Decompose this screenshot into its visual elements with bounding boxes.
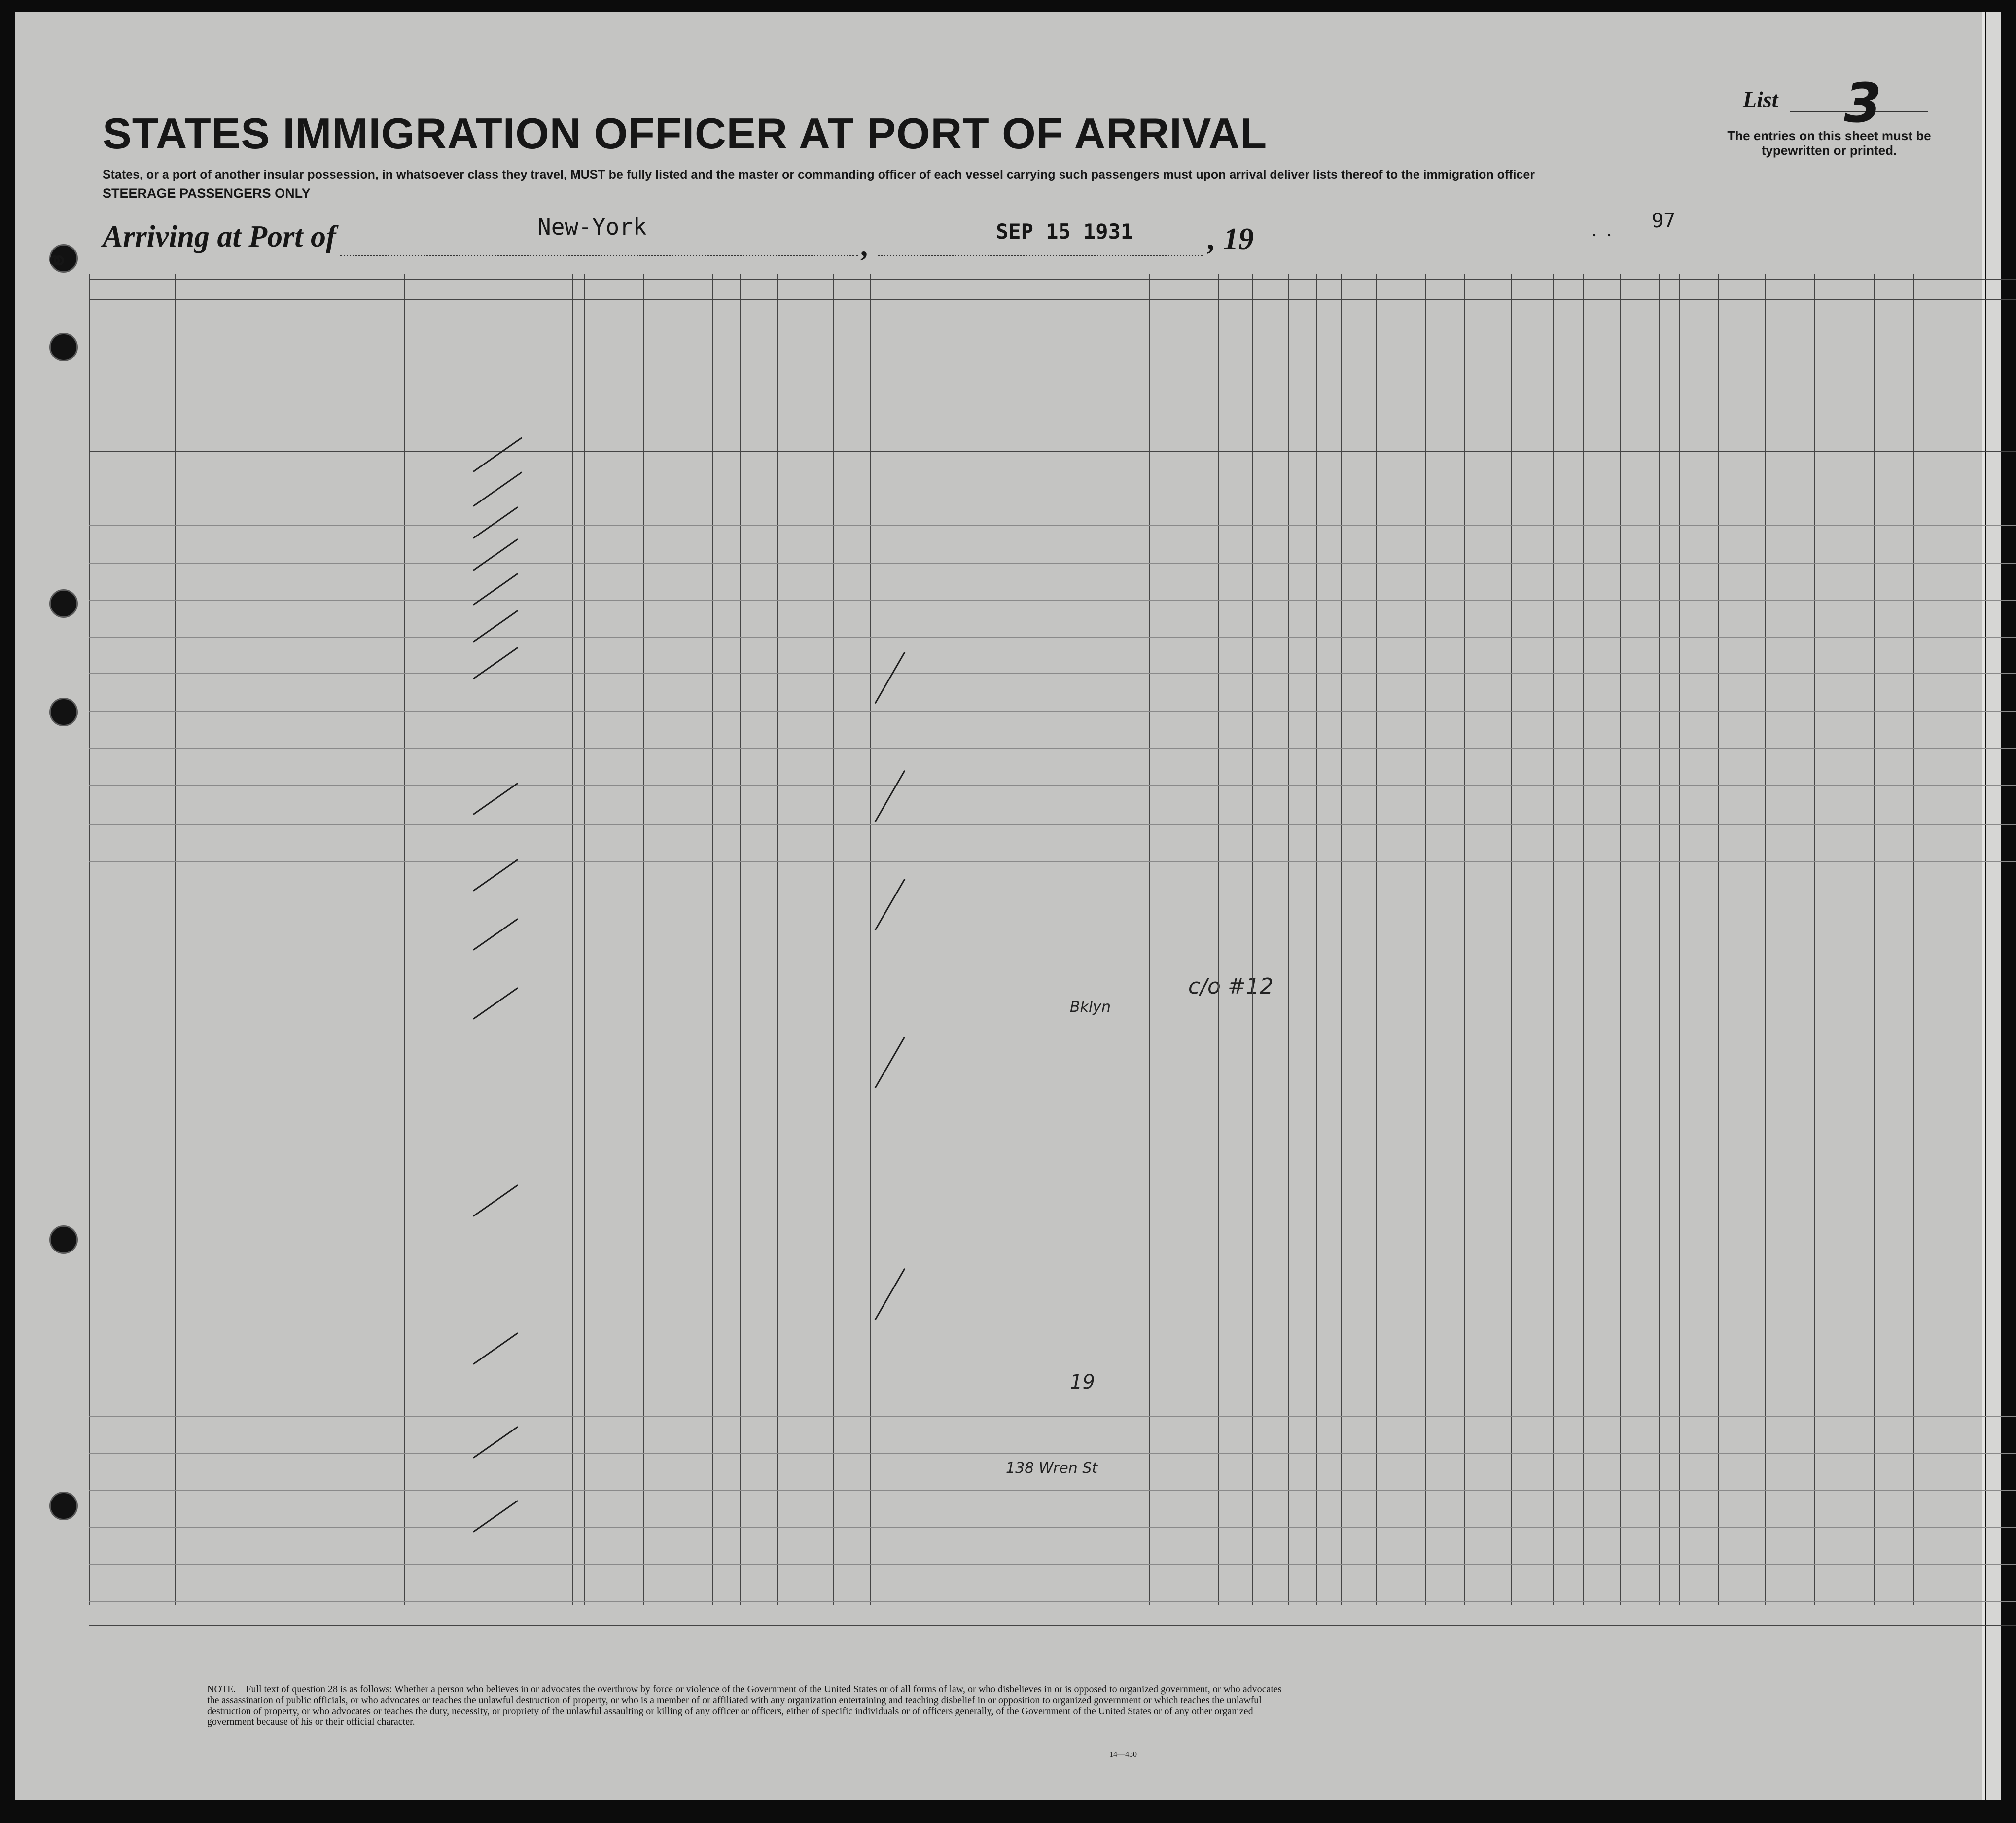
check-stroke xyxy=(473,783,518,815)
row-rule xyxy=(89,1453,2016,1454)
column-rule xyxy=(643,274,644,1605)
check-stroke xyxy=(473,859,518,892)
form-code: 14—430 xyxy=(1109,1751,1137,1759)
column-rule xyxy=(572,274,573,1605)
column-header xyxy=(1430,308,1443,446)
binder-hole xyxy=(49,698,78,726)
column-header xyxy=(1351,308,1364,446)
handwritten-note: Bklyn xyxy=(1070,999,1111,1016)
row-rule xyxy=(89,861,2016,862)
row-rule xyxy=(89,711,2016,712)
ring-icon: ⚭ xyxy=(44,245,70,278)
binder-hole xyxy=(49,333,78,361)
intro-line: States, or a port of another insular possession, in whatsoever class they travel, MUST be fully listed and the master or commanding officer of each vessel carrying such passengers must upon arrival deliver lists thereof to the immigration officer xyxy=(103,168,1535,181)
row-rule xyxy=(89,785,2016,786)
column-rule xyxy=(1425,274,1426,1605)
check-stroke xyxy=(875,770,906,822)
list-label: List xyxy=(1743,87,1778,112)
footnote: NOTE.—Full text of question 28 is as follows: Whether a person who believes in or advocates the overthrow by force or violence of the Government of the United States or of all forms of law, or who disbelieves in or is opposed to organized government, or who advocates the assassination of public officials, or who advocates or teaches the unlawful destruction of property, or who is a member of or affiliated with any organization entertaining and teaching disbelief in or opposition to organized government or which teaches the unlawful destruction of property, or who advocates or teaches the duty, necessity, or propriety of the unlawful assaulting or killing of any officer or officers, either of specific individuals or of officers generally, of the Government of the United States or of any other organized government because of his or their official character. xyxy=(207,1684,1282,1727)
column-rule xyxy=(1718,274,1719,1605)
column-rule xyxy=(89,274,90,1605)
arriving-label: Arriving at Port of xyxy=(103,220,336,253)
binder-hole xyxy=(49,1225,78,1254)
column-rule xyxy=(1288,274,1289,1605)
check-stroke xyxy=(473,538,518,571)
column-rule xyxy=(1659,274,1660,1605)
column-header xyxy=(1321,308,1334,446)
column-header xyxy=(715,301,728,446)
row-rule xyxy=(89,748,2016,749)
row-rule xyxy=(89,637,2016,638)
handwritten-note: c/o #12 xyxy=(1188,974,1273,999)
column-header xyxy=(1228,318,1240,446)
row-rule xyxy=(89,525,2016,526)
column-rule xyxy=(404,274,405,1605)
column-header xyxy=(1390,308,1403,446)
row-rule xyxy=(89,600,2016,601)
page-title: STATES IMMIGRATION OFFICER AT PORT OF ARRIVAL xyxy=(103,109,1268,158)
row-rule xyxy=(89,673,2016,674)
column-header xyxy=(1294,308,1307,446)
header-rule xyxy=(89,279,2016,280)
column-rule xyxy=(1464,274,1465,1605)
check-stroke xyxy=(473,918,518,951)
column-rule xyxy=(1316,274,1317,1605)
page-ref: 97 xyxy=(1652,210,1676,232)
column-header xyxy=(1262,308,1275,446)
column-rule xyxy=(1252,274,1253,1605)
date-underline xyxy=(878,255,1203,256)
column-rule xyxy=(1765,274,1766,1605)
column-header xyxy=(1151,318,1164,446)
column-rule xyxy=(584,274,585,1605)
class-line: STEERAGE PASSENGERS ONLY xyxy=(103,186,311,201)
column-header xyxy=(574,301,587,446)
header-rule xyxy=(89,451,2016,452)
port-underline xyxy=(340,255,858,256)
column-rule xyxy=(1620,274,1621,1605)
binder-hole xyxy=(49,589,78,618)
header-rule xyxy=(89,299,2016,300)
column-rule xyxy=(175,274,176,1605)
check-stroke xyxy=(473,471,522,506)
column-rule xyxy=(1814,274,1815,1605)
check-stroke xyxy=(875,1268,906,1320)
check-stroke xyxy=(473,987,518,1020)
year-prefix: , 19 xyxy=(1208,222,1254,256)
check-stroke xyxy=(473,437,522,472)
check-stroke xyxy=(473,1332,518,1365)
row-rule xyxy=(89,1490,2016,1491)
port-name: New-York xyxy=(537,214,647,240)
column-rule xyxy=(1511,274,1512,1605)
row-rule xyxy=(89,1416,2016,1417)
check-stroke xyxy=(473,506,518,539)
column-rule xyxy=(1913,274,1914,1605)
column-rule xyxy=(1218,274,1219,1605)
column-rule xyxy=(712,274,713,1605)
column-rule xyxy=(1553,274,1554,1605)
row-rule xyxy=(89,1564,2016,1565)
column-rule xyxy=(870,274,871,1605)
check-stroke xyxy=(875,879,906,930)
row-rule xyxy=(89,563,2016,564)
column-rule xyxy=(833,274,834,1605)
date-stamp: SEP 15 1931 xyxy=(996,219,1133,244)
handwritten-note: 138 Wren St xyxy=(1006,1460,1098,1477)
column-rule xyxy=(1341,274,1342,1605)
column-rule xyxy=(1583,274,1584,1605)
check-stroke xyxy=(473,1184,518,1217)
list-number: 3 xyxy=(1844,71,1882,135)
table-bottom-rule xyxy=(89,1625,2016,1626)
column-rule xyxy=(1874,274,1875,1605)
handwritten-note: 19 xyxy=(1070,1371,1095,1394)
column-rule xyxy=(1376,274,1377,1605)
binder-hole xyxy=(49,1492,78,1520)
column-rule xyxy=(1149,274,1150,1605)
column-rule xyxy=(1679,274,1680,1605)
list-note: The entries on this sheet must be typewritten or printed. xyxy=(1727,128,1931,158)
column-header xyxy=(1188,318,1201,446)
manifest-sheet: STATES IMMIGRATION OFFICER AT PORT OF ARRIVAL States, or a port of another insular possession, in whatsoever class they travel, MUST be fully listed and the master or commanding officer of each vessel carrying such passengers must upon arrival deliver lists thereof to the immigration officer STEERAGE PASSENGERS ONLY Arriving at Port of New-York , SEP 15 1931 , 19 97 . . List 3 The entries on this sheet must be typewritten or printed. ⚭ NOTE.—Full text of question 28 is as follows: Whether a person who believes in or advocates the overthrow by force or violence of the Government of the United States or of all forms of law, or who disbelieves in or is opposed to organized government, or who advocates the assassination of public officials, or who advocates or teaches the unlawful destruction of property, or who is a member of or affiliated with any organization entertaining and teaching disbelief in or opposition to organized government or which teaches the unlawful destruction of property, or who advocates or teaches the duty, necessity, or propriety of the unlawful assaulting or killing of any officer or officers, either of specific individuals or of officers generally, of the Government of the United States or of any other organized government because of his or their official character. 14—430 c/o #12 Bklyn 19 138 Wren St xyxy=(15,12,1985,1800)
row-rule xyxy=(89,824,2016,825)
check-stroke xyxy=(473,647,518,679)
row-rule xyxy=(89,1601,2016,1602)
column-rule xyxy=(740,274,741,1605)
check-stroke xyxy=(875,652,906,704)
row-rule xyxy=(89,1527,2016,1528)
column-rule xyxy=(777,274,778,1605)
page-edge xyxy=(1986,12,2001,1800)
